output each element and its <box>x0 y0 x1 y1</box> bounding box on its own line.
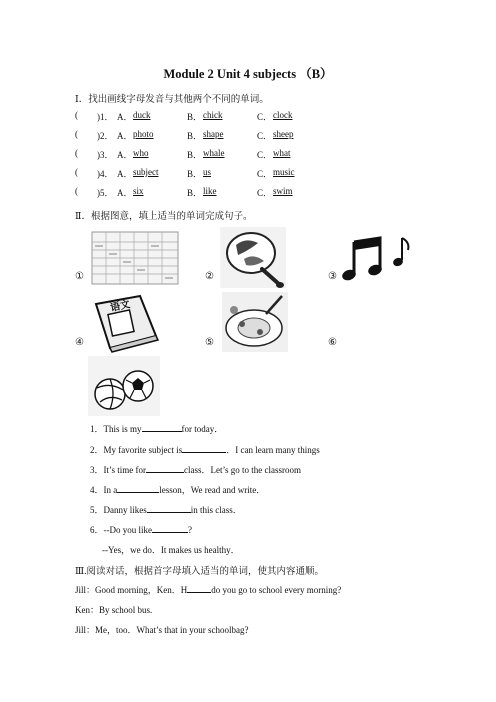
sentence-2-post: ．I can learn many things <box>226 445 320 455</box>
dialogue-line-2: Ken：By school bus. <box>75 605 153 615</box>
option-c-word: music <box>273 167 295 177</box>
sentence-6-pre: 6．--Do you like <box>90 525 152 535</box>
option-b-word: like <box>203 186 217 196</box>
answer-paren[interactable]: ( <box>75 110 78 120</box>
picture-label-3: ③ <box>328 271 337 282</box>
sentence-3 <box>90 463 301 476</box>
option-a-label: A． <box>117 112 133 122</box>
sentence-2-blank[interactable] <box>182 443 226 453</box>
sentence-5-post: in this class． <box>190 505 242 515</box>
question-number: )4． <box>97 169 114 179</box>
question-number: )3． <box>97 150 114 160</box>
chinese-book-picture <box>88 292 162 354</box>
option-c-label: C． <box>257 131 273 141</box>
sentence-4-blank[interactable] <box>117 483 159 493</box>
picture-label-4: ④ <box>75 337 84 348</box>
dialogue-line-3: Jill：Me，too．What’s that in your schoolbag? <box>75 625 249 635</box>
sentence-4-pre: 4．In a <box>90 485 118 495</box>
picture-label-1: ① <box>75 271 84 282</box>
option-a-label: A． <box>117 169 133 179</box>
sentence-4 <box>90 483 265 496</box>
sentence-3-pre: 3．It’s time for <box>90 465 146 475</box>
option-a-label: A． <box>117 131 133 141</box>
sentence-6-reply: --Yes，we do．It makes us healthy． <box>102 545 240 555</box>
sentence-2-pre: 2．My favorite subject is <box>90 445 183 455</box>
question-row-2 <box>75 129 435 143</box>
book-cover-text: 语文 <box>109 299 132 315</box>
picture-label-5: ⑤ <box>205 337 214 348</box>
option-b-label: B． <box>187 112 203 122</box>
sentence-5-blank[interactable] <box>147 503 191 513</box>
section2-heading: Ⅱ．根据图意，填上适当的单词完成句子。 <box>75 212 253 222</box>
sentence-1-blank[interactable] <box>142 422 182 432</box>
section3-heading: Ⅲ.阅读对话，根据首字母填入适当的单词，使其内容通顺。 <box>75 567 325 577</box>
picture-label-2: ② <box>205 271 214 282</box>
option-a-word: six <box>133 186 144 196</box>
dialogue-blank-1[interactable] <box>187 583 211 593</box>
question-row-3 <box>75 148 435 162</box>
dialogue-line-1-post: do you go to school every morning? <box>211 585 342 595</box>
option-c-word: swim <box>273 186 293 196</box>
sentence-6 <box>90 523 192 536</box>
palette-picture <box>218 225 288 290</box>
option-a-label: A． <box>117 150 133 160</box>
sentence-4-post: lesson，We read and write． <box>159 485 266 495</box>
sentence-3-blank[interactable] <box>146 463 184 473</box>
art-picture <box>220 290 290 354</box>
option-b-label: B． <box>187 188 203 198</box>
option-c-word: clock <box>273 110 293 120</box>
sports-balls-picture <box>88 356 160 416</box>
sentence-1-pre: 1．This is my <box>90 424 142 434</box>
picture-label-6: ⑥ <box>328 337 337 348</box>
option-c-label: C． <box>257 188 273 198</box>
dialogue-line-1-pre: Jill：Good morning，Ken．H <box>75 585 188 595</box>
question-number: )2． <box>97 131 114 141</box>
option-a-word: subject <box>133 167 159 177</box>
sentence-6-blank[interactable] <box>152 523 188 533</box>
sentence-5 <box>90 503 242 516</box>
answer-paren[interactable]: ( <box>75 186 78 196</box>
option-a-word: who <box>133 148 149 158</box>
sentence-1-post: for today． <box>181 424 224 434</box>
music-notes-picture <box>340 234 414 284</box>
sentence-5-pre: 5．Danny likes <box>90 505 147 515</box>
option-c-label: C． <box>257 112 273 122</box>
option-b-word: chick <box>203 110 223 120</box>
page-title: Module 2 Unit 4 subjects （B） <box>163 67 333 81</box>
option-a-word: duck <box>133 110 151 120</box>
question-row-4 <box>75 167 435 181</box>
question-number: )5． <box>97 188 114 198</box>
option-a-word: photo <box>133 129 154 139</box>
dialogue-line-1 <box>75 583 341 596</box>
question-number: )1． <box>97 112 114 122</box>
sentence-3-post: class．Let’s go to the classroom <box>184 465 301 475</box>
answer-paren[interactable]: ( <box>75 148 78 158</box>
answer-paren[interactable]: ( <box>75 129 78 139</box>
option-c-word: what <box>273 148 291 158</box>
option-c-label: C． <box>257 169 273 179</box>
option-b-label: B． <box>187 169 203 179</box>
option-b-word: us <box>203 167 212 177</box>
option-b-word: shape <box>203 129 224 139</box>
option-b-label: B． <box>187 131 203 141</box>
sentence-1 <box>90 422 223 435</box>
option-a-label: A． <box>117 188 133 198</box>
option-c-label: C． <box>257 150 273 160</box>
option-b-word: whale <box>203 148 225 158</box>
question-row-5 <box>75 186 435 200</box>
section1-heading: Ⅰ．找出画线字母发音与其他两个不同的单词。 <box>75 95 269 105</box>
timetable-picture <box>90 228 182 288</box>
question-row-1 <box>75 110 435 124</box>
sentence-6-post: ? <box>188 525 192 535</box>
answer-paren[interactable]: ( <box>75 167 78 177</box>
option-c-word: sheep <box>273 129 294 139</box>
sentence-2 <box>90 443 320 456</box>
option-b-label: B． <box>187 150 203 160</box>
